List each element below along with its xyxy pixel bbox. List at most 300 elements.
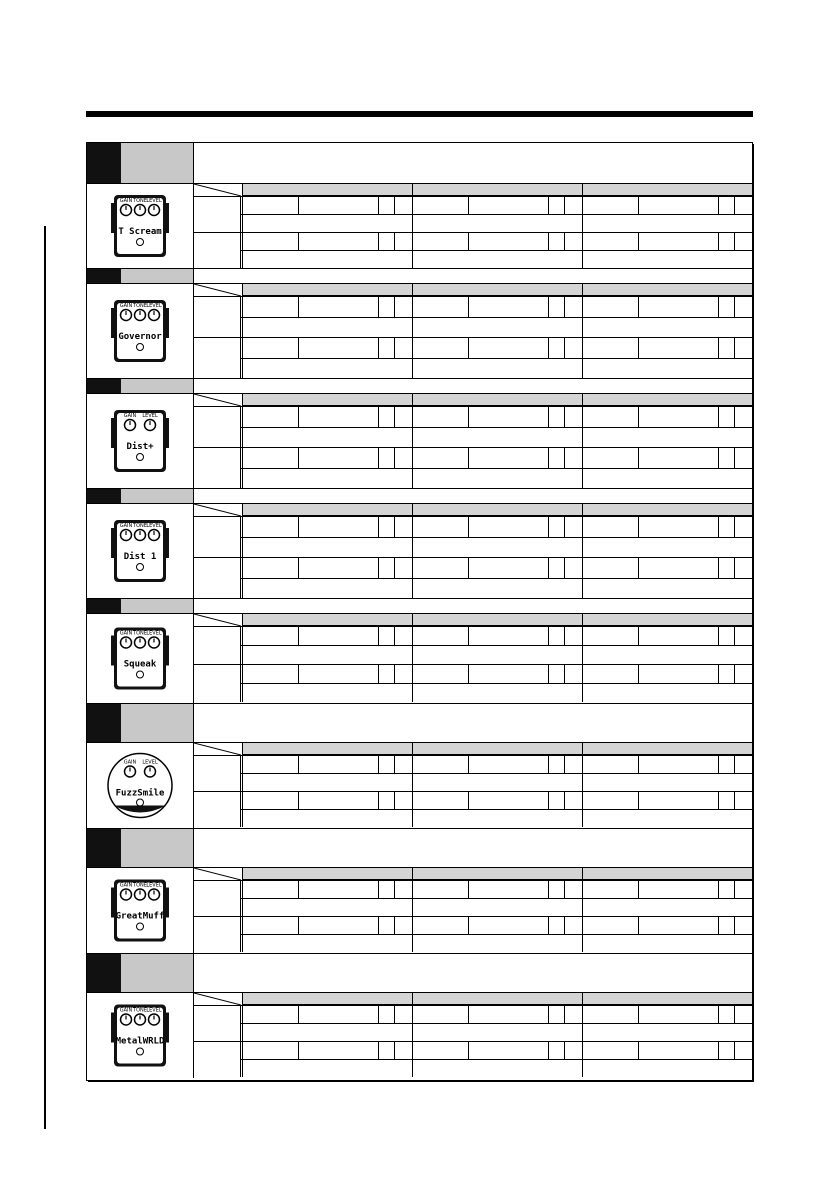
cell-divider xyxy=(412,626,413,664)
row-label-cell xyxy=(194,557,241,598)
value-cell-divider xyxy=(718,296,719,317)
value-cell-divider xyxy=(564,1041,565,1059)
effect-name-cell xyxy=(121,379,194,393)
parameter-column-header xyxy=(242,868,412,880)
effect-icon-cell xyxy=(87,868,194,953)
cell-divider xyxy=(412,791,413,827)
cell-divider xyxy=(412,916,413,952)
cell-divider xyxy=(242,755,243,791)
value-cell-divider xyxy=(548,755,549,773)
value-cell-divider xyxy=(638,916,639,934)
value-cell-divider xyxy=(638,1041,639,1059)
value-cell-divider xyxy=(718,791,719,809)
footswitch-icon xyxy=(137,799,144,806)
knob-label: TONE xyxy=(133,303,147,309)
knob-label: LEVEL xyxy=(146,303,162,309)
value-cell-divider xyxy=(734,296,735,317)
row-label-cell xyxy=(194,791,241,827)
value-cell-divider xyxy=(378,406,379,427)
effect-icon-cell xyxy=(87,993,194,1078)
parameter-column-header xyxy=(242,614,412,626)
cell-divider xyxy=(582,406,583,447)
effect-number-block xyxy=(87,829,121,867)
effect-name-cell xyxy=(121,599,194,613)
value-cell-divider xyxy=(734,1005,735,1023)
parameter-column-header xyxy=(242,743,412,755)
effect-section xyxy=(87,954,752,1079)
parameter-column-header xyxy=(242,184,412,196)
row-top-rule xyxy=(241,557,752,558)
pedal-name-label: Dist 1 xyxy=(123,552,157,562)
knob-label: TONE xyxy=(133,523,147,529)
value-cell-divider xyxy=(548,296,549,317)
fuzz-smile-pedal-icon xyxy=(87,743,194,828)
parameter-column-header xyxy=(582,614,752,626)
effect-name-cell xyxy=(121,954,194,992)
cell-divider xyxy=(582,447,583,488)
value-cell-divider xyxy=(394,196,395,214)
cell-divider xyxy=(582,916,583,952)
value-cell-divider xyxy=(378,196,379,214)
value-cell-divider xyxy=(394,755,395,773)
value-cell-divider xyxy=(718,337,719,358)
value-cell-divider xyxy=(468,880,469,898)
value-cell-divider xyxy=(734,447,735,468)
footswitch-icon xyxy=(137,671,144,678)
cell-divider xyxy=(412,232,413,268)
cell-divider xyxy=(412,516,413,557)
value-cell-divider xyxy=(298,196,299,214)
effect-section xyxy=(87,829,752,954)
value-cell-divider xyxy=(394,791,395,809)
knob-label: GAIN xyxy=(123,759,137,766)
row-top-rule xyxy=(241,1041,752,1042)
cell-divider xyxy=(582,557,583,598)
value-cell-divider xyxy=(468,791,469,809)
value-cell-divider xyxy=(378,626,379,645)
value-cell-divider xyxy=(468,232,469,250)
value-cell-divider xyxy=(638,880,639,898)
value-cell-divider xyxy=(298,664,299,683)
row-mid-rule xyxy=(241,468,752,469)
value-cell-divider xyxy=(298,406,299,427)
parameter-column-header xyxy=(582,184,752,196)
value-cell-divider xyxy=(734,664,735,683)
diagonal-corner xyxy=(194,394,241,406)
knob-label: TONE xyxy=(133,198,147,204)
cell-divider xyxy=(582,296,583,337)
value-cell-divider xyxy=(298,755,299,773)
cell-divider xyxy=(412,406,413,447)
knob-label: LEVEL xyxy=(146,1007,162,1014)
value-cell-divider xyxy=(468,447,469,468)
cell-divider xyxy=(242,1041,243,1077)
value-cell-divider xyxy=(734,755,735,773)
cell-divider xyxy=(242,232,243,268)
row-label-cell xyxy=(194,1005,241,1041)
row-label-cell xyxy=(194,664,241,702)
cell-divider xyxy=(582,664,583,702)
value-cell-divider xyxy=(378,296,379,317)
diagonal-corner xyxy=(194,504,241,516)
cell-divider xyxy=(412,664,413,702)
parameter-column-header xyxy=(412,284,582,296)
value-cell-divider xyxy=(718,664,719,683)
parameter-column-header xyxy=(242,504,412,516)
value-cell-divider xyxy=(378,1041,379,1059)
effect-number-block xyxy=(87,269,121,283)
effect-name-cell xyxy=(121,269,194,283)
knob-label: GAIN xyxy=(119,630,133,637)
effects-table xyxy=(86,142,753,1081)
value-cell-divider xyxy=(564,557,565,578)
row-mid-rule xyxy=(241,214,752,215)
value-cell-divider xyxy=(718,196,719,214)
knob-label: LEVEL xyxy=(142,413,158,419)
value-cell-divider xyxy=(718,406,719,427)
row-mid-rule xyxy=(241,898,752,899)
row-label-cell xyxy=(194,916,241,952)
diagonal-corner xyxy=(194,614,241,626)
row-mid-rule xyxy=(241,317,752,318)
footswitch-icon xyxy=(137,564,144,571)
value-cell-divider xyxy=(734,337,735,358)
value-cell-divider xyxy=(394,1041,395,1059)
row-mid-rule xyxy=(241,537,752,538)
value-cell-divider xyxy=(468,557,469,578)
row-label-cell xyxy=(194,196,241,232)
row-label-cell xyxy=(194,296,241,337)
row-mid-rule xyxy=(241,250,752,251)
value-cell-divider xyxy=(734,232,735,250)
value-cell-divider xyxy=(638,296,639,317)
parameter-column-header xyxy=(412,614,582,626)
dist-plus-pedal-icon xyxy=(87,394,194,488)
row-top-rule xyxy=(241,880,752,881)
row-top-rule xyxy=(241,296,752,297)
knob-label: LEVEL xyxy=(146,630,162,637)
value-cell-divider xyxy=(378,755,379,773)
value-cell-divider xyxy=(718,447,719,468)
effect-icon-cell xyxy=(87,284,194,378)
effect-section xyxy=(87,379,752,489)
parameter-grid xyxy=(194,614,752,703)
parameter-column-header xyxy=(412,743,582,755)
value-cell-divider xyxy=(298,447,299,468)
diagonal-corner xyxy=(194,993,241,1005)
cell-divider xyxy=(412,755,413,791)
value-cell-divider xyxy=(378,916,379,934)
value-cell-divider xyxy=(548,626,549,645)
effect-section xyxy=(87,599,752,704)
value-cell-divider xyxy=(638,557,639,578)
value-cell-divider xyxy=(638,447,639,468)
value-cell-divider xyxy=(468,406,469,427)
value-cell-divider xyxy=(378,516,379,537)
value-cell-divider xyxy=(564,406,565,427)
value-cell-divider xyxy=(378,447,379,468)
effect-name-cell xyxy=(121,829,194,867)
knob-label: GAIN xyxy=(123,413,137,419)
pedal-name-label: Dist+ xyxy=(126,442,154,452)
value-cell-divider xyxy=(548,916,549,934)
value-cell-divider xyxy=(394,406,395,427)
cell-divider xyxy=(412,1005,413,1041)
cell-divider xyxy=(242,516,243,557)
value-cell-divider xyxy=(298,296,299,317)
effect-icon-cell xyxy=(87,394,194,488)
effect-header xyxy=(87,954,752,993)
left-margin-rule xyxy=(44,226,46,1129)
row-label-cell xyxy=(194,406,241,447)
effect-section xyxy=(87,489,752,599)
effect-name-cell xyxy=(121,704,194,742)
value-cell-divider xyxy=(548,337,549,358)
row-mid-rule xyxy=(241,683,752,684)
parameter-grid xyxy=(194,743,752,828)
effect-header xyxy=(87,143,752,184)
value-cell-divider xyxy=(718,516,719,537)
knob-label: LEVEL xyxy=(146,198,162,204)
value-cell-divider xyxy=(638,406,639,427)
metal-wrld-pedal-icon xyxy=(87,993,194,1078)
value-cell-divider xyxy=(394,557,395,578)
value-cell-divider xyxy=(378,664,379,683)
parameter-column-header xyxy=(582,394,752,406)
cell-divider xyxy=(242,406,243,447)
row-top-rule xyxy=(241,916,752,917)
effect-header xyxy=(87,704,752,743)
row-top-rule xyxy=(241,232,752,233)
knob-label: GAIN xyxy=(119,882,133,889)
t-scream-pedal-icon xyxy=(87,184,194,268)
value-cell-divider xyxy=(734,557,735,578)
diagonal-corner xyxy=(194,868,241,880)
value-cell-divider xyxy=(564,626,565,645)
footswitch-icon xyxy=(137,1048,144,1055)
effect-header xyxy=(87,489,752,504)
value-cell-divider xyxy=(638,196,639,214)
knob-label: TONE xyxy=(133,1007,147,1014)
cell-divider xyxy=(412,557,413,598)
cell-divider xyxy=(582,196,583,232)
pedal-name-label: Squeak xyxy=(123,659,157,670)
value-cell-divider xyxy=(298,232,299,250)
cell-divider xyxy=(242,447,243,488)
value-cell-divider xyxy=(734,1041,735,1059)
value-cell-divider xyxy=(394,232,395,250)
value-cell-divider xyxy=(718,232,719,250)
row-label-cell xyxy=(194,337,241,378)
parameter-column-header xyxy=(582,504,752,516)
effect-number-block xyxy=(87,954,121,992)
value-cell-divider xyxy=(468,916,469,934)
value-cell-divider xyxy=(548,447,549,468)
value-cell-divider xyxy=(378,337,379,358)
cell-divider xyxy=(412,196,413,232)
value-cell-divider xyxy=(298,1005,299,1023)
footswitch-icon xyxy=(137,454,144,461)
effect-header xyxy=(87,379,752,394)
cell-divider xyxy=(242,664,243,702)
cell-divider xyxy=(242,337,243,378)
cell-divider xyxy=(242,916,243,952)
value-cell-divider xyxy=(298,791,299,809)
diagonal-corner xyxy=(194,284,241,296)
parameter-column-header xyxy=(242,993,412,1005)
row-label-cell xyxy=(194,626,241,664)
row-label-cell xyxy=(194,880,241,916)
pedal-name-label: T Scream xyxy=(118,227,162,237)
knob-label: GAIN xyxy=(119,1007,133,1014)
value-cell-divider xyxy=(378,1005,379,1023)
value-cell-divider xyxy=(548,1005,549,1023)
parameter-column-header xyxy=(242,394,412,406)
pedal-name-label: FuzzSmile xyxy=(115,788,165,799)
footswitch-icon xyxy=(137,344,144,351)
row-top-rule xyxy=(241,664,752,665)
knob-label: LEVEL xyxy=(146,882,162,889)
cell-divider xyxy=(242,791,243,827)
row-mid-rule xyxy=(241,578,752,579)
effect-number-block xyxy=(87,379,121,393)
cell-divider xyxy=(412,447,413,488)
cell-divider xyxy=(582,232,583,268)
row-top-rule xyxy=(241,516,752,517)
cell-divider xyxy=(242,880,243,916)
value-cell-divider xyxy=(394,447,395,468)
value-cell-divider xyxy=(394,337,395,358)
value-cell-divider xyxy=(468,1041,469,1059)
value-cell-divider xyxy=(718,1041,719,1059)
value-cell-divider xyxy=(564,447,565,468)
row-top-rule xyxy=(241,196,752,197)
effect-number-block xyxy=(87,143,121,183)
value-cell-divider xyxy=(638,791,639,809)
cell-divider xyxy=(242,557,243,598)
row-top-rule xyxy=(241,447,752,448)
value-cell-divider xyxy=(298,626,299,645)
row-label-cell xyxy=(194,447,241,488)
value-cell-divider xyxy=(638,626,639,645)
value-cell-divider xyxy=(564,791,565,809)
effect-icon-cell xyxy=(87,184,194,268)
dist-1-pedal-icon xyxy=(87,504,194,598)
value-cell-divider xyxy=(468,516,469,537)
cell-divider xyxy=(582,791,583,827)
row-mid-rule xyxy=(241,809,752,810)
effect-icon-cell xyxy=(87,504,194,598)
parameter-grid xyxy=(194,993,752,1078)
value-cell-divider xyxy=(468,1005,469,1023)
row-top-rule xyxy=(241,791,752,792)
row-label-cell xyxy=(194,1041,241,1077)
value-cell-divider xyxy=(468,196,469,214)
row-top-rule xyxy=(241,626,752,627)
knob-label: GAIN xyxy=(119,523,133,529)
row-mid-rule xyxy=(241,773,752,774)
knob-label: TONE xyxy=(133,630,147,637)
value-cell-divider xyxy=(468,755,469,773)
pedal-name-label: MetalWRLD xyxy=(115,1036,165,1047)
value-cell-divider xyxy=(548,791,549,809)
row-mid-rule xyxy=(241,1059,752,1060)
knob-label: LEVEL xyxy=(142,759,158,766)
value-cell-divider xyxy=(548,1041,549,1059)
parameter-grid xyxy=(194,868,752,953)
value-cell-divider xyxy=(378,791,379,809)
effect-number-block xyxy=(87,489,121,503)
value-cell-divider xyxy=(394,1005,395,1023)
row-mid-rule xyxy=(241,358,752,359)
parameter-column-header xyxy=(582,284,752,296)
parameter-column-header xyxy=(582,743,752,755)
parameter-column-header xyxy=(242,284,412,296)
parameter-grid xyxy=(194,184,752,268)
value-cell-divider xyxy=(718,557,719,578)
diagonal-corner xyxy=(194,743,241,755)
pedal-name-label: GreatMuff xyxy=(115,911,165,922)
value-cell-divider xyxy=(298,1041,299,1059)
value-cell-divider xyxy=(298,557,299,578)
cell-divider xyxy=(582,880,583,916)
value-cell-divider xyxy=(734,196,735,214)
value-cell-divider xyxy=(734,516,735,537)
effect-section xyxy=(87,269,752,379)
value-cell-divider xyxy=(718,880,719,898)
value-cell-divider xyxy=(564,880,565,898)
value-cell-divider xyxy=(734,880,735,898)
effect-icon-cell xyxy=(87,743,194,828)
value-cell-divider xyxy=(548,196,549,214)
value-cell-divider xyxy=(638,516,639,537)
knob-label: LEVEL xyxy=(146,523,162,529)
effect-name-cell xyxy=(121,143,194,183)
value-cell-divider xyxy=(638,1005,639,1023)
value-cell-divider xyxy=(564,232,565,250)
parameter-column-header xyxy=(582,868,752,880)
effect-header xyxy=(87,829,752,868)
value-cell-divider xyxy=(468,626,469,645)
cell-divider xyxy=(582,337,583,378)
cell-divider xyxy=(242,1005,243,1041)
value-cell-divider xyxy=(638,664,639,683)
top-rule xyxy=(86,111,753,117)
value-cell-divider xyxy=(548,406,549,427)
cell-divider xyxy=(582,626,583,664)
row-top-rule xyxy=(241,406,752,407)
value-cell-divider xyxy=(718,916,719,934)
value-cell-divider xyxy=(468,664,469,683)
effect-number-block xyxy=(87,599,121,613)
value-cell-divider xyxy=(564,1005,565,1023)
value-cell-divider xyxy=(718,1005,719,1023)
row-label-cell xyxy=(194,755,241,791)
value-cell-divider xyxy=(548,516,549,537)
effect-section xyxy=(87,143,752,269)
effect-icon-cell xyxy=(87,614,194,703)
footswitch-icon xyxy=(137,239,144,246)
value-cell-divider xyxy=(298,337,299,358)
cell-divider xyxy=(412,1041,413,1077)
value-cell-divider xyxy=(298,880,299,898)
value-cell-divider xyxy=(718,626,719,645)
diagonal-corner xyxy=(194,184,241,196)
row-top-rule xyxy=(241,1005,752,1006)
great-muff-pedal-icon xyxy=(87,868,194,953)
value-cell-divider xyxy=(734,791,735,809)
knob-label: TONE xyxy=(133,882,147,889)
